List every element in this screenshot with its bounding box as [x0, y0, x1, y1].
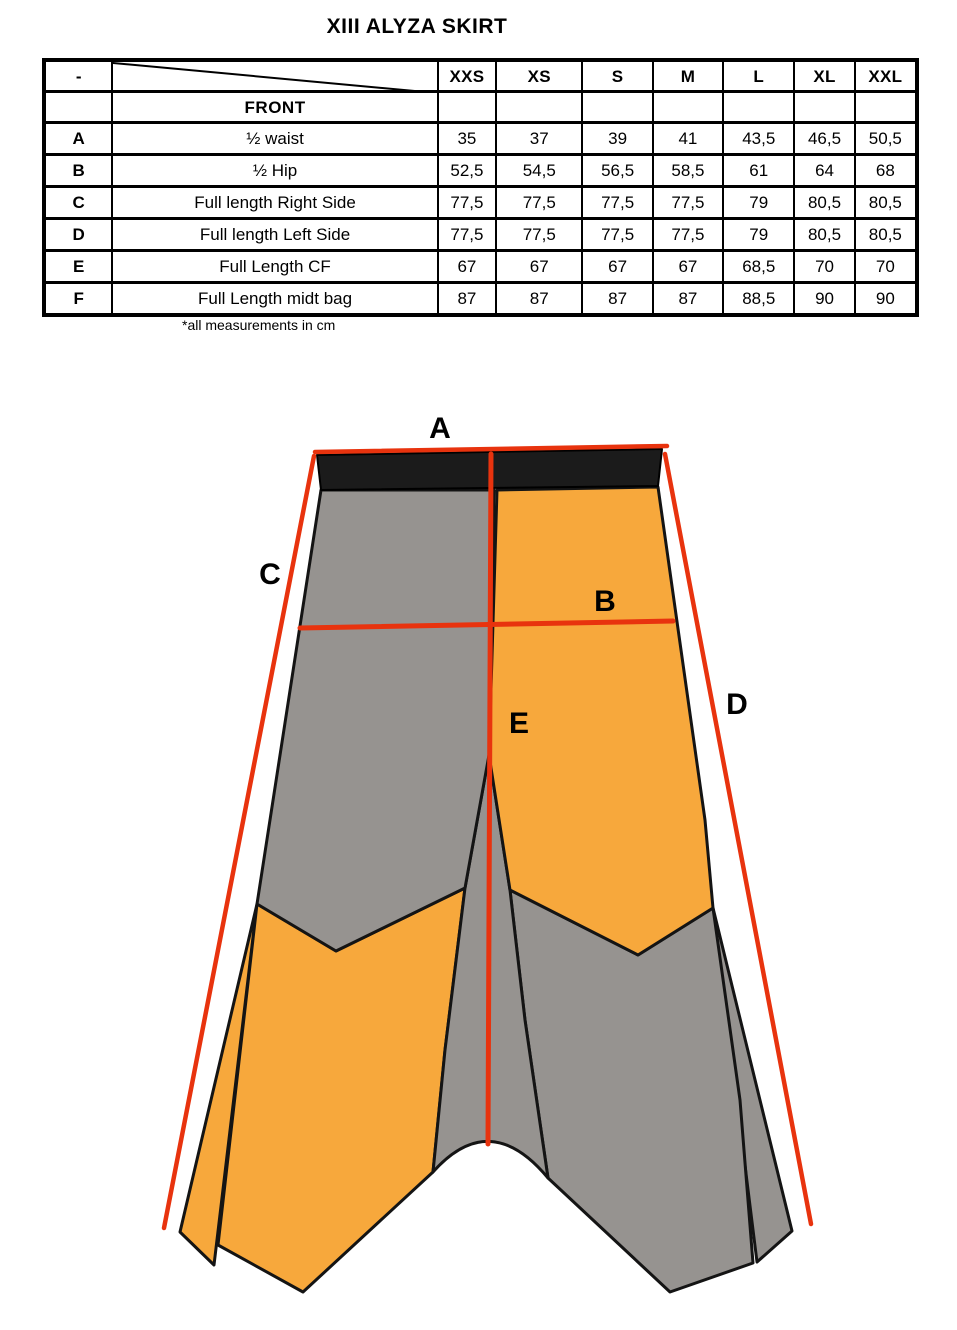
size-value-cell: 61 [723, 155, 794, 187]
table-row-f [44, 283, 917, 316]
table-row-e [44, 251, 917, 283]
size-value-cell: 90 [794, 283, 854, 316]
empty-cell [438, 92, 496, 123]
size-header-xxl: XXL [855, 60, 917, 92]
size-value-cell: 80,5 [794, 219, 854, 251]
size-value-cell: 87 [653, 283, 723, 316]
size-value-cell: 67 [438, 251, 496, 283]
measure-label-b: B [594, 585, 616, 618]
measure-key-cell: D [44, 219, 112, 251]
measure-key-cell: B [44, 155, 112, 187]
diagonal-cell [112, 60, 437, 92]
size-value-cell: 67 [653, 251, 723, 283]
size-value-cell: 68,5 [723, 251, 794, 283]
size-header-xl: XL [794, 60, 854, 92]
size-header-s: S [582, 60, 652, 92]
measure-key-cell: C [44, 187, 112, 219]
page-title: XIII ALYZA SKIRT [326, 15, 508, 38]
size-value-cell: 77,5 [438, 219, 496, 251]
measure-label-a: A [429, 412, 451, 445]
size-value-cell: 79 [723, 187, 794, 219]
size-value-cell: 52,5 [438, 155, 496, 187]
size-header-xs: XS [496, 60, 582, 92]
size-header-xxs: XXS [438, 60, 496, 92]
measure-key-cell: F [44, 283, 112, 316]
size-value-cell: 70 [794, 251, 854, 283]
size-value-cell: 77,5 [496, 219, 582, 251]
size-value-cell: 54,5 [496, 155, 582, 187]
diagonal-line [113, 62, 436, 92]
size-value-cell: 77,5 [496, 187, 582, 219]
header-row [44, 60, 917, 92]
size-value-cell: 58,5 [653, 155, 723, 187]
empty-cell [653, 92, 723, 123]
size-value-cell: 56,5 [582, 155, 652, 187]
view-label-cell: FRONT [112, 92, 437, 123]
size-value-cell: 77,5 [582, 187, 652, 219]
size-value-cell: 90 [855, 283, 917, 316]
size-value-cell: 68 [855, 155, 917, 187]
table-row-a [44, 123, 917, 155]
size-value-cell: 37 [496, 123, 582, 155]
size-value-cell: 46,5 [794, 123, 854, 155]
size-value-cell: 80,5 [855, 219, 917, 251]
size-value-cell: 43,5 [723, 123, 794, 155]
size-table [42, 58, 919, 317]
size-value-cell: 80,5 [794, 187, 854, 219]
size-value-cell: 80,5 [855, 187, 917, 219]
table-row-b [44, 155, 917, 187]
measure-label-e: E [508, 707, 530, 740]
measure-key-cell: E [44, 251, 112, 283]
table-row-c [44, 187, 917, 219]
size-value-cell: 50,5 [855, 123, 917, 155]
size-value-cell: 77,5 [653, 219, 723, 251]
size-value-cell: 67 [496, 251, 582, 283]
size-value-cell: 77,5 [438, 187, 496, 219]
size-value-cell: 41 [653, 123, 723, 155]
empty-cell [855, 92, 917, 123]
front-row [44, 92, 917, 123]
skirt-diagram [0, 380, 957, 1330]
measure-label-cell: Full length Right Side [112, 187, 437, 219]
size-value-cell: 87 [438, 283, 496, 316]
size-value-cell: 35 [438, 123, 496, 155]
measure-line-e [488, 454, 491, 1144]
corner-dash-cell: - [44, 60, 112, 92]
measure-label-cell: ½ Hip [112, 155, 437, 187]
size-value-cell: 79 [723, 219, 794, 251]
measure-key-cell: A [44, 123, 112, 155]
size-value-cell: 67 [582, 251, 652, 283]
empty-cell [582, 92, 652, 123]
measure-label-cell: Full Length midt bag [112, 283, 437, 316]
size-value-cell: 70 [855, 251, 917, 283]
size-value-cell: 64 [794, 155, 854, 187]
size-header-m: M [653, 60, 723, 92]
size-value-cell: 39 [582, 123, 652, 155]
size-value-cell: 87 [582, 283, 652, 316]
measure-label-d: D [726, 688, 748, 721]
size-value-cell: 87 [496, 283, 582, 316]
measure-label-cell: Full Length CF [112, 251, 437, 283]
size-value-cell: 77,5 [582, 219, 652, 251]
size-value-cell: 88,5 [723, 283, 794, 316]
table-row-d [44, 219, 917, 251]
empty-cell [723, 92, 794, 123]
measure-label-c: C [259, 558, 281, 591]
size-header-l: L [723, 60, 794, 92]
empty-cell [44, 92, 112, 123]
empty-cell [496, 92, 582, 123]
measure-label-cell: ½ waist [112, 123, 437, 155]
empty-cell [794, 92, 854, 123]
measure-label-cell: Full length Left Side [112, 219, 437, 251]
measurements-footnote: *all measurements in cm [182, 317, 336, 333]
size-value-cell: 77,5 [653, 187, 723, 219]
